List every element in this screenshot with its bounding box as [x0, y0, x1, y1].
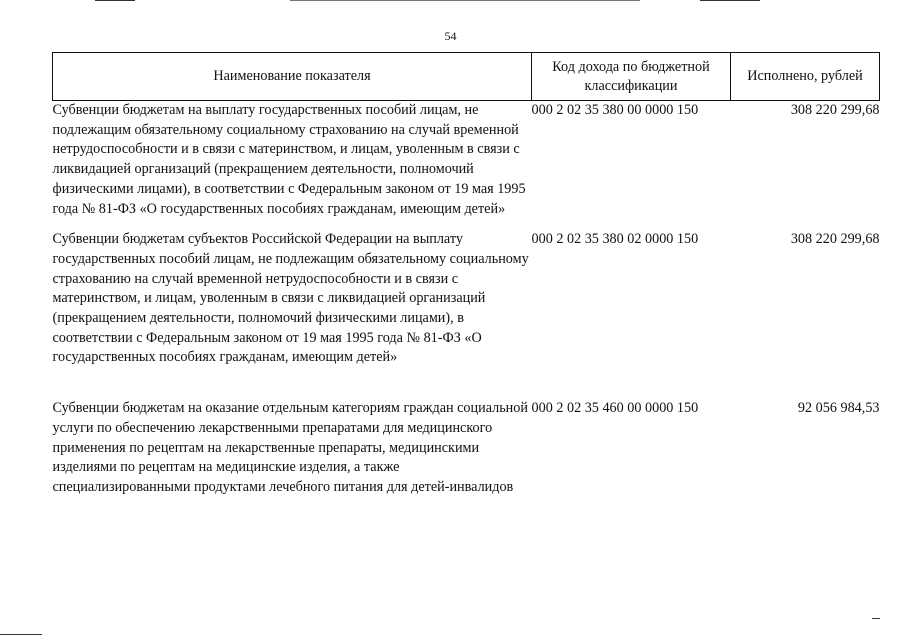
executed-amount: 308 220 299,68 — [790, 102, 880, 118]
table-row — [53, 399, 880, 498]
indicator-name: Субвенции бюджетам на выплату государственных пособий лицам, не подлежащим обязательному социальному страхованию на случай временной нетрудоспособности и в связи с материнством, и лицам, уволенным в связи с ликвидацией организаций (прекращением деятельности, полномочий физическими лицами), в соответствии с Федеральным законом от 19 мая 1995 года № 81-ФЗ «О государственных пособиях гражданам, имеющим детей» — [52, 102, 526, 217]
executed-amount: 92 056 984,53 — [797, 400, 880, 417]
column-header-amount: Исполнено, рублей — [731, 53, 880, 101]
table-header-row — [53, 53, 880, 101]
indicator-name: Субвенции бюджетам субъектов Российской Федерации на выплату государственных пособий лицам, не подлежащим обязательному социальному страхованию на случай временной нетрудоспособности и в связи с материнством, и лицам, уволенным в связи с ликвидацией организаций (прекращением деятельности, полномочий физическими лицами), в соответствии с Федеральным законом от 19 мая 1995 года № 81-ФЗ «О государственных пособиях гражданам, имеющим детей» — [52, 231, 529, 366]
scan-mark-bottom-right — [872, 618, 880, 619]
revenue-code: 000 2 02 35 460 00 0000 150 — [531, 400, 699, 417]
table-row — [53, 230, 880, 399]
scan-mark-top-center — [290, 0, 640, 1]
indicator-name: Субвенции бюджетам на оказание отдельным категориям граждан социальной услуги по обеспечению лекарственными препаратами для медицинского применения по рецептам на лекарственные препараты, медицинскими изделиями по рецептам на медицинские изделия, а также специализированными продуктами лечебного питания для детей-инвалидов — [52, 400, 528, 495]
table-row — [53, 101, 880, 231]
scan-mark-top-right — [700, 0, 760, 1]
page-number: 54 — [444, 29, 457, 43]
scan-mark-bottom-left — [0, 634, 42, 635]
column-header-code: Код дохода по бюджетной классификации — [532, 53, 731, 101]
revenue-code: 000 2 02 35 380 02 0000 150 — [531, 231, 699, 248]
scan-mark-top-left — [95, 0, 135, 1]
executed-amount: 308 220 299,68 — [790, 231, 880, 248]
revenue-code: 000 2 02 35 380 00 0000 150 — [531, 102, 699, 118]
revenue-table — [52, 52, 880, 498]
column-header-name: Наименование показателя — [53, 53, 532, 101]
